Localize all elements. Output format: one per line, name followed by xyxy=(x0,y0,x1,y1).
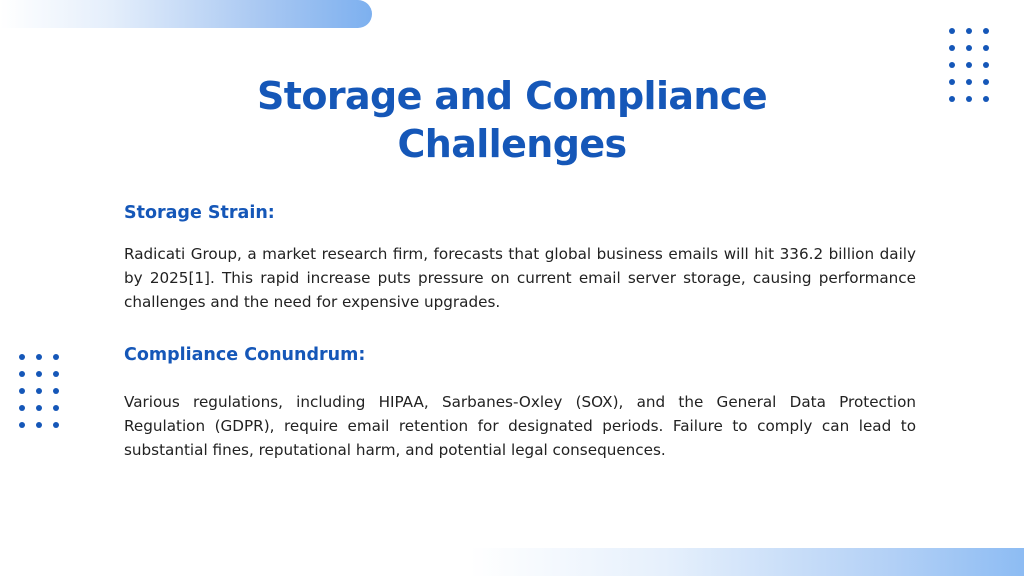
bottom-gradient-bar xyxy=(470,548,1024,576)
top-gradient-bar xyxy=(0,0,372,28)
slide-title: Storage and Compliance Challenges xyxy=(257,74,767,166)
section-body-compliance-conundrum: Various regulations, including HIPAA, Sarbanes-Oxley (SOX), and the General Data Protection Regulation (GDPR), require email retention for designated periods. Failure to comply can lead to substantial fines, reputational harm, and potential legal consequences. xyxy=(124,393,916,459)
dot-grid-decoration-top-right xyxy=(949,28,989,102)
section-heading-compliance-conundrum: Compliance Conundrum: xyxy=(124,345,366,365)
section-heading-storage-strain: Storage Strain: xyxy=(124,203,275,223)
section-body-storage-strain: Radicati Group, a market research firm, forecasts that global business emails will hit 336.2 billion daily by 2025[1]. This rapid increase puts pressure on current email server storage, causing performance challenges and the need for expensive upgrades. xyxy=(124,245,916,311)
dot-grid-decoration-left xyxy=(19,354,59,428)
